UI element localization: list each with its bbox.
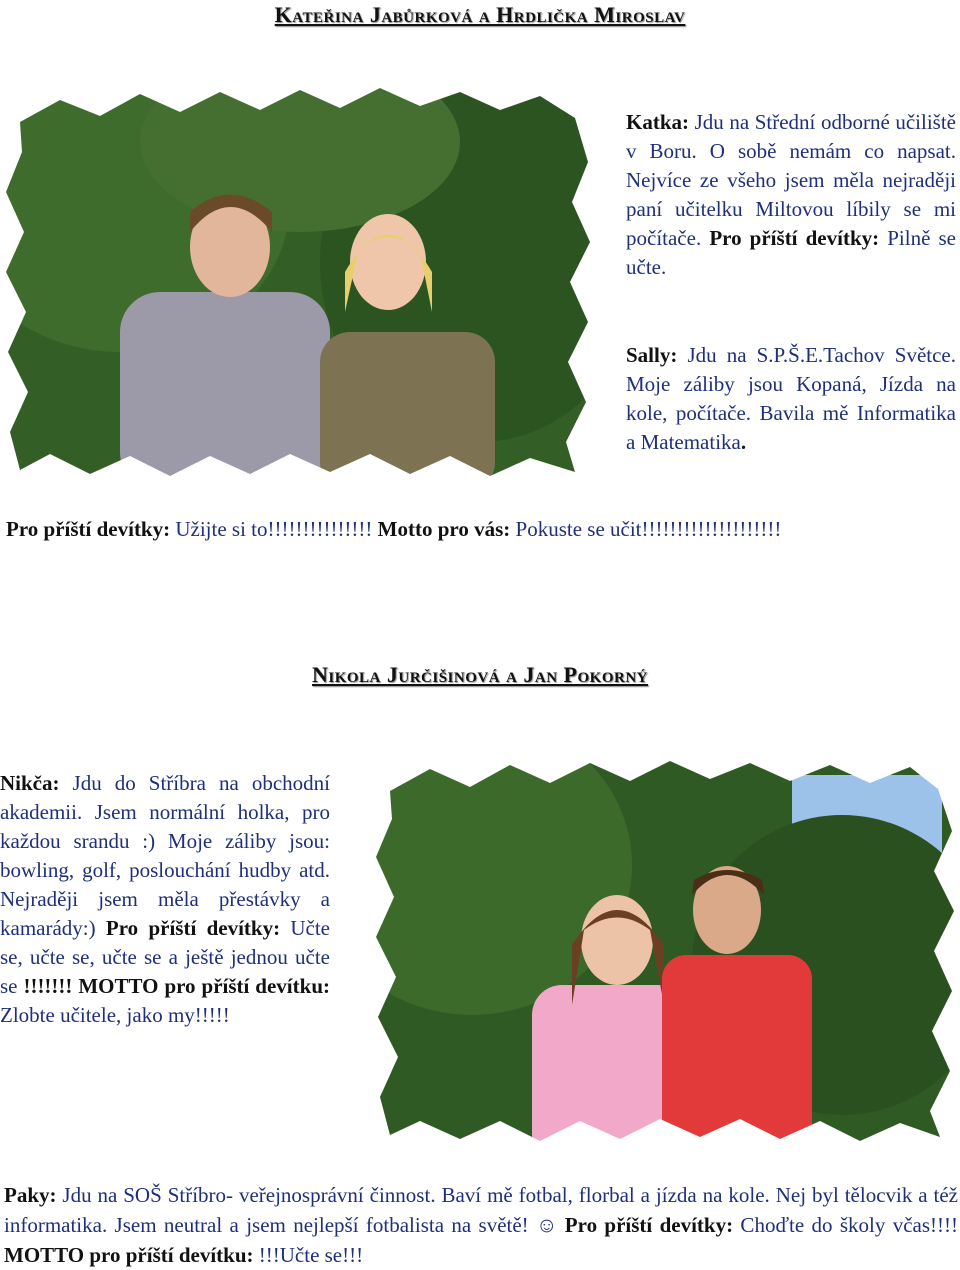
paky-label: Paky: bbox=[4, 1183, 57, 1207]
section1-footer bbox=[6, 515, 956, 544]
katka-tip: Pilně se učte. bbox=[626, 226, 956, 279]
nikca-bio bbox=[0, 769, 330, 1030]
paky-bio bbox=[4, 1180, 958, 1270]
nikca-label: Nikča: bbox=[0, 771, 60, 795]
nikca-tip-label: Pro příští devítky: bbox=[105, 916, 281, 940]
paky-tip-label: Pro příští devítky: bbox=[564, 1213, 734, 1237]
paky-motto: !!!Učte se!!! bbox=[253, 1243, 364, 1267]
sally-label: Sally: bbox=[626, 343, 678, 367]
katka-tip-label: Pro příští devítky: bbox=[709, 226, 880, 250]
sally-bio bbox=[626, 341, 956, 457]
footer1-text2: Pokuste se učit!!!!!!!!!!!!!!!!!!!! bbox=[510, 517, 782, 541]
footer1-label2: Motto pro vás: bbox=[377, 517, 511, 541]
paky-motto-label: MOTTO pro příští devítku: bbox=[4, 1243, 254, 1267]
footer1-text1: Užijte si to!!!!!!!!!!!!!!! bbox=[170, 517, 378, 541]
katka-label: Katka: bbox=[626, 110, 689, 134]
nikca-text: Jdu do Stříbra na obchodní akademii. Jsem normální holka, pro každou srandu :) Moje záliby jsou: bowling, golf, poslouchání hudby atd. Nejraději jsem měla přestávky a kamarády:) bbox=[0, 771, 330, 940]
footer1-label1: Pro příští devítky: bbox=[6, 517, 171, 541]
photo-katka-sally bbox=[0, 82, 600, 486]
nikca-tip: Učte se, učte se, učte se a ještě jednou učte se bbox=[0, 916, 330, 998]
section-title-2: Nikola Jurčišinová a Jan Pokorný bbox=[311, 662, 648, 687]
nikca-motto-label: !!!!!!! MOTTO pro příští devítku: bbox=[23, 974, 330, 998]
katka-text: Jdu na Střední odborné učiliště v Boru. O sobě nemám co napsat. Nejvíce ze všeho jsem měla nejraději paní učitelku Miltovou líbily se mi počítače. bbox=[626, 110, 956, 250]
paky-text: Jdu na SOŠ Stříbro- veřejnosprávní činnost. Baví mě fotbal, florbal a jízda na kole. Nej byl tělocvik a též informatika. Jsem neutral a jsem nejlepší fotbalista na světě! ☺ bbox=[4, 1183, 958, 1237]
nikca-motto: Zlobte učitele, jako my!!!!! bbox=[0, 1003, 230, 1027]
sally-text: Jdu na S.P.Š.E.Tachov Světce. Moje záliby jsou Kopaná, Jízda na kole, počítače. Bavila mě Informatika a Matematika bbox=[626, 343, 956, 454]
sally-end: . bbox=[740, 430, 747, 454]
section-title-1: Kateřina Jabůrková a Hrdlička Miroslav bbox=[274, 2, 686, 27]
photo-nikca-paky bbox=[372, 755, 960, 1150]
paky-tip: Choďte do školy včas!!!! bbox=[733, 1213, 958, 1237]
katka-bio bbox=[626, 108, 956, 282]
